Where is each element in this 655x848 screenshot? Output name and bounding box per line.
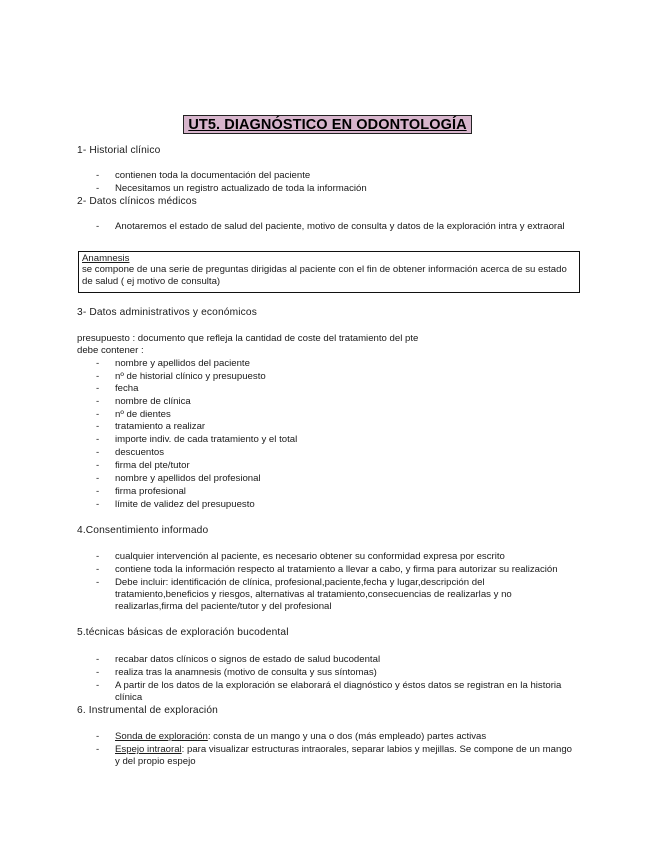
list-item: nombre de clínica: [115, 396, 191, 407]
list-item: Anotaremos el estado de salud del paciente, motivo de consulta y datos de la exploración intra y extraoral: [115, 221, 565, 232]
anamnesis-label: Anamnesis: [82, 253, 130, 264]
bullet: -: [96, 551, 100, 562]
list-item: tratamiento a realizar: [115, 421, 206, 432]
list-item: [115, 731, 486, 743]
term-espejo: Espejo intraoral: [115, 744, 182, 755]
list-item: realiza tras la anamnesis (motivo de consulta y sus síntomas): [115, 667, 377, 678]
bullet: -: [96, 654, 100, 665]
list-item: nº de historial clínico y presupuesto: [115, 371, 266, 382]
list-item-continuation: clínica: [115, 692, 143, 703]
list-item: firma profesional: [115, 486, 186, 497]
bullet: -: [96, 680, 100, 691]
list-item: límite de validez del presupuesto: [115, 499, 255, 510]
term-sonda: Sonda de exploración: [115, 731, 208, 742]
bullet: -: [96, 473, 100, 484]
anamnesis-line-2: de salud ( ej motivo de consulta): [82, 276, 221, 287]
list-item: A partir de los datos de la exploración se elaborará el diagnóstico y éstos datos se registran en la historia: [115, 680, 562, 691]
section-1-heading: 1- Historial clínico: [77, 145, 161, 156]
bullet: -: [96, 744, 100, 755]
list-item: nombre y apellidos del profesional: [115, 473, 261, 484]
bullet: -: [96, 170, 100, 181]
list-item: cualquier intervención al paciente, es necesario obtener su conformidad expresa por escrito: [115, 551, 505, 562]
section-2-heading: 2- Datos clínicos médicos: [77, 196, 197, 207]
list-item: Necesitamos un registro actualizado de toda la información: [115, 183, 367, 194]
list-item: fecha: [115, 383, 139, 394]
bullet: -: [96, 183, 100, 194]
list-item: contiene toda la información respecto al tratamiento a llevar a cabo, y firma para autorizar su realización: [115, 564, 558, 575]
list-item: recabar datos clínicos o signos de estado de salud bucodental: [115, 654, 381, 665]
bullet: -: [96, 447, 100, 458]
paragraph: debe contener :: [77, 345, 144, 356]
list-item-continuation: y del propio espejo: [115, 756, 196, 767]
bullet: -: [96, 577, 100, 588]
bullet: -: [96, 499, 100, 510]
bullet: -: [96, 564, 100, 575]
list-item: importe indiv. de cada tratamiento y el total: [115, 434, 298, 445]
list-item: [115, 744, 572, 756]
bullet: -: [96, 731, 100, 742]
document-title: UT5. DIAGNÓSTICO EN ODONTOLOGÍA: [183, 115, 471, 134]
bullet: -: [96, 486, 100, 497]
section-4-heading: 4.Consentimiento informado: [77, 525, 209, 536]
bullet: -: [96, 383, 100, 394]
bullet: -: [96, 434, 100, 445]
term-espejo-description: : para visualizar estructuras intraorales, separar labios y mejillas. Se compone de un mango: [181, 744, 573, 755]
bullet: -: [96, 667, 100, 678]
bullet: -: [96, 221, 100, 232]
list-item: firma del pte/tutor: [115, 460, 190, 471]
bullet: -: [96, 460, 100, 471]
term-sonda-description: : consta de un mango y una o dos (más empleado) partes activas: [207, 731, 487, 742]
bullet: -: [96, 409, 100, 420]
anamnesis-line-1: se compone de una serie de preguntas dirigidas al paciente con el fin de obtener información acerca de su estado: [82, 264, 567, 275]
list-item-continuation: tratamiento,beneficios y riesgos, alternativas al tratamiento,consecuencias de realizarlas y no: [115, 589, 512, 600]
section-5-heading: 5.técnicas básicas de exploración bucodental: [77, 627, 289, 638]
paragraph: presupuesto : documento que refleja la cantidad de coste del tratamiento del pte: [77, 333, 419, 344]
section-3-heading: 3- Datos administrativos y económicos: [77, 307, 257, 318]
list-item: nombre y apellidos del paciente: [115, 358, 250, 369]
section-6-heading: 6. Instrumental de exploración: [77, 705, 218, 716]
bullet: -: [96, 396, 100, 407]
list-item: contienen toda la documentación del paciente: [115, 170, 311, 181]
bullet: -: [96, 421, 100, 432]
bullet: -: [96, 358, 100, 369]
list-item-continuation: realizarlas,firma del paciente/tutor y del profesional: [115, 601, 332, 612]
bullet: -: [96, 371, 100, 382]
title-container: [0, 115, 655, 134]
list-item: descuentos: [115, 447, 165, 458]
list-item: nº de dientes: [115, 409, 171, 420]
list-item: Debe incluir: identificación de clínica, profesional,paciente,fecha y lugar,descripción del: [115, 577, 485, 588]
